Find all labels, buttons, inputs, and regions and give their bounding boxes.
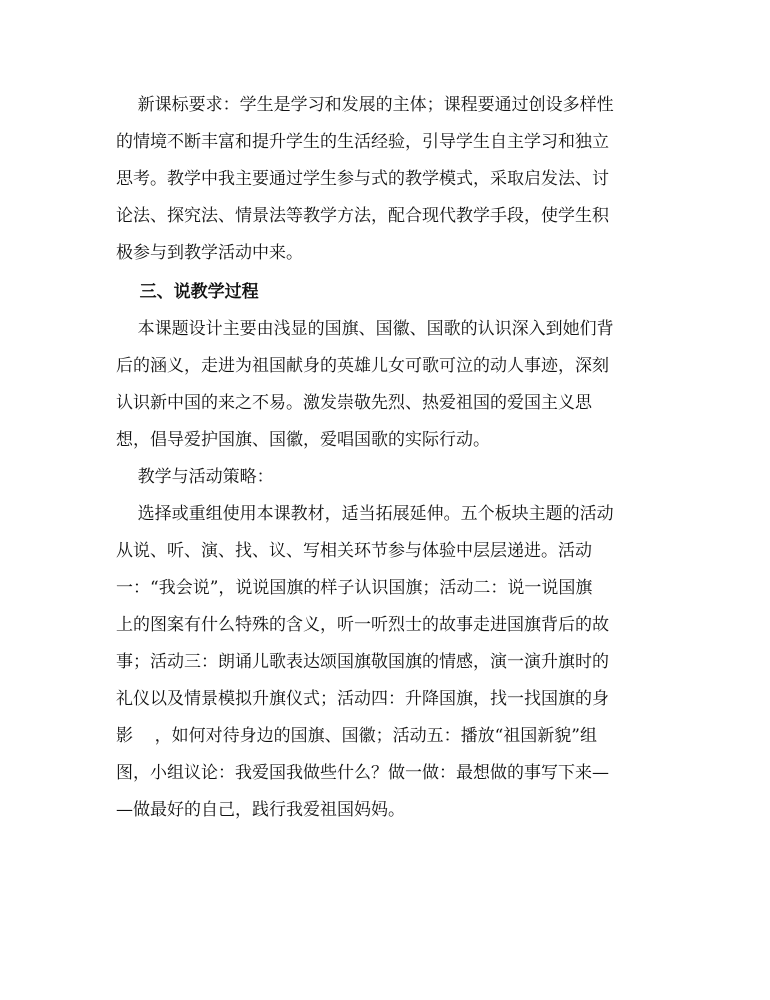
text-line: 上的图案有什么特殊的含义，听一听烈士的故事走进国旗背后的故: [116, 615, 609, 635]
text-line: 的情境不断丰富和提升学生的生活经验，引导学生自主学习和独立: [116, 132, 609, 152]
text-line: 后的涵义，走进为祖国献身的英雄儿女可歌可泣的动人事迹，深刻: [116, 356, 609, 376]
text-line: 从说、听、演、找、议、写相关环节参与体验中层层递进。活动: [116, 541, 592, 561]
text-line: 思考。教学中我主要通过学生参与式的教学模式，采取启发法、讨: [116, 169, 609, 189]
text-line: 极参与到教学活动中来。: [116, 243, 303, 263]
subheading: 教学与活动策略：: [116, 467, 274, 487]
text-line: 认识新中国的来之不易。激发崇敬先烈、热爱祖国的爱国主义思: [116, 393, 592, 413]
text-line: —做最好的自己，践行我爱祖国妈妈。: [116, 800, 405, 820]
text-line: 事；活动三：朗诵儿歌表达颂国旗敬国旗的情感，演一演升旗时的: [116, 652, 609, 672]
text-line: 礼仪以及情景模拟升旗仪式；活动四：升降国旗，找一找国旗的身: [116, 689, 609, 709]
text-line: 想，倡导爱护国旗、国徽，爱唱国歌的实际行动。: [116, 430, 490, 450]
text-line: 影 ，如何对待身边的国旗、国徽；活动五：播放“祖国新貌”组: [116, 726, 597, 746]
text-line: 新课标要求：学生是学习和发展的主体；课程要通过创设多样性: [116, 95, 614, 115]
text-line: 论法、探究法、情景法等教学方法，配合现代教学手段，使学生积: [116, 206, 609, 226]
text-line: 图，小组议论：我爱国我做些什么？做一做：最想做的事写下来—: [116, 763, 609, 783]
section-heading: 三、说教学过程: [116, 282, 259, 302]
text-line: 选择或重组使用本课教材，适当拓展延伸。五个板块主题的活动: [116, 504, 614, 524]
text-line: 本课题设计主要由浅显的国旗、国徽、国歌的认识深入到她们背: [116, 319, 614, 339]
text-line: 一：“我会说”，说说国旗的样子认识国旗；活动二：说一说国旗: [116, 578, 593, 598]
